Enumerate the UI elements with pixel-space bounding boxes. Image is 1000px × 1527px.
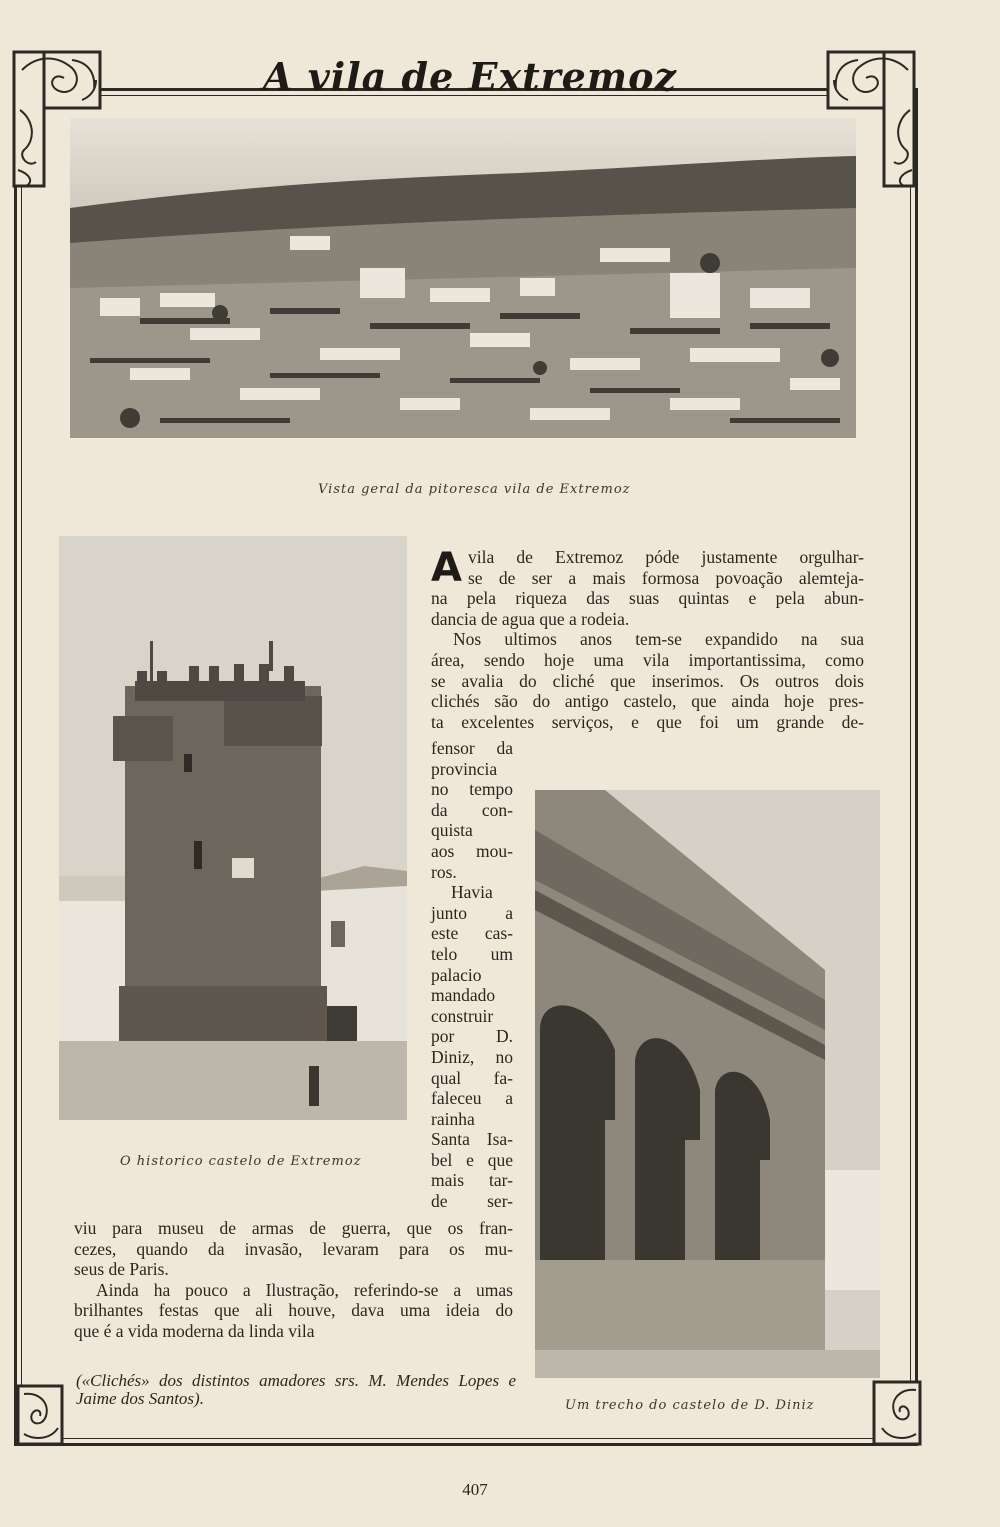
article-line: clichés são do antigo castelo, que ainda hoje pres- — [431, 691, 864, 712]
article-line: área, sendo hoje uma vila importantissima, como — [431, 649, 864, 670]
article-line: quista — [431, 820, 473, 841]
article-line: fensor da — [431, 738, 513, 758]
article-line: Santa Isa- — [431, 1129, 513, 1150]
article-line: mais tar- — [431, 1170, 513, 1191]
article-line: vila de Extremoz póde justamente orgulhar- — [467, 547, 864, 567]
article-line: rainha — [431, 1108, 475, 1129]
photo-credit: («Clichés» dos distintos amadores srs. M. Mendes Lopes e Jaime dos Santos). — [76, 1371, 516, 1408]
article-line: Ainda ha pouco a Ilustração, referindo-se a umas — [96, 1279, 513, 1300]
article-line: este cas- — [431, 923, 513, 944]
article-line: de ser- — [431, 1191, 513, 1212]
article-line: faleceu a — [431, 1088, 513, 1109]
article-line: seus de Paris. — [74, 1259, 169, 1280]
page-number: 407 — [462, 1480, 488, 1499]
article-line: ta excelentes serviços, e que foi um grande de- — [431, 711, 864, 732]
article-line: construir — [431, 1005, 494, 1026]
article-line: qual fa- — [431, 1067, 513, 1088]
article-line: da con- — [431, 799, 513, 820]
page-title: A vila de Extremoz — [263, 54, 677, 99]
article-line: se de ser a mais formosa povoação alemteja- — [467, 567, 864, 588]
article-line: Diniz, no — [431, 1046, 513, 1067]
article-narrow-column — [431, 738, 513, 1212]
article-line: dancia de agua que a rodeia. — [431, 608, 630, 629]
article-line: viu para museu de armas de guerra, que os fran- — [74, 1218, 513, 1238]
article-line: mandado — [431, 985, 496, 1006]
article-line: ros. — [431, 861, 457, 882]
caption-panorama: Vista geral da pitoresca vila de Extremoz — [318, 482, 631, 497]
article-line: Havia — [451, 882, 493, 903]
caption-castle: O historico castelo de Extremoz — [120, 1154, 362, 1169]
article-line: no tempo — [431, 779, 513, 800]
article-line: bel e que — [431, 1149, 513, 1170]
article-line: Nos ultimos anos tem-se expandido na sua — [453, 629, 864, 650]
article-line: palacio — [431, 964, 482, 985]
article-line: que é a vida moderna da linda vila — [74, 1320, 315, 1341]
castle-photo — [59, 536, 407, 1120]
arcade-photo — [535, 790, 880, 1378]
article-line: brilhantes festas que ali houve, dava uma ideia do — [74, 1300, 513, 1321]
article-line: na pela riqueza das suas quintas e pela abun- — [431, 588, 864, 609]
caption-arcade: Um trecho do castelo de D. Diniz — [565, 1398, 815, 1413]
ornament-bottom-right-icon — [872, 1380, 924, 1448]
ornament-bottom-left-icon — [16, 1384, 66, 1448]
article-line: aos mou- — [431, 840, 513, 861]
article-line: junto a — [431, 902, 513, 923]
article-intro — [431, 547, 864, 732]
article-line: por D. — [431, 1026, 513, 1047]
article-line: cezes, quando da invasão, levaram para os mu- — [74, 1238, 513, 1259]
article-line: provincia — [431, 758, 498, 779]
drop-cap: A — [431, 545, 462, 591]
article-conclusion — [74, 1218, 513, 1342]
article-line: telo um — [431, 943, 513, 964]
article-line: se avalia do cliché que inserimos. Os outros dois — [431, 670, 864, 691]
panorama-photo — [70, 118, 856, 438]
